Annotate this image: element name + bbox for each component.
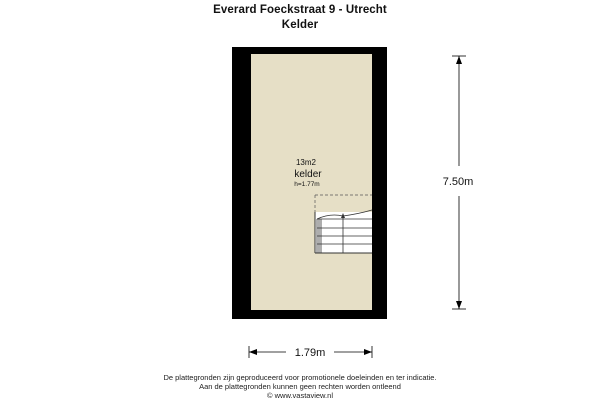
address-title: Everard Foeckstraat 9 - Utrecht bbox=[213, 4, 387, 16]
disclaimer-line-2: Aan de plattegronden kunnen geen rechten worden ontleend bbox=[199, 382, 401, 391]
width-dimension-label: 1.79m bbox=[294, 347, 326, 359]
room-area-label: 13m2 bbox=[295, 158, 317, 167]
room-height-label: h=1.77m bbox=[294, 181, 320, 188]
room-name-label: kelder bbox=[294, 169, 322, 180]
disclaimer-footer bbox=[0, 373, 600, 400]
copyright-line: © www.vastaview.nl bbox=[267, 391, 333, 400]
disclaimer-line-1: De plattegronden zijn geproduceerd voor promotionele doeleinden en ter indicatie. bbox=[163, 373, 437, 382]
length-dimension-label: 7.50m bbox=[442, 176, 474, 188]
floor-title: Kelder bbox=[281, 19, 319, 31]
